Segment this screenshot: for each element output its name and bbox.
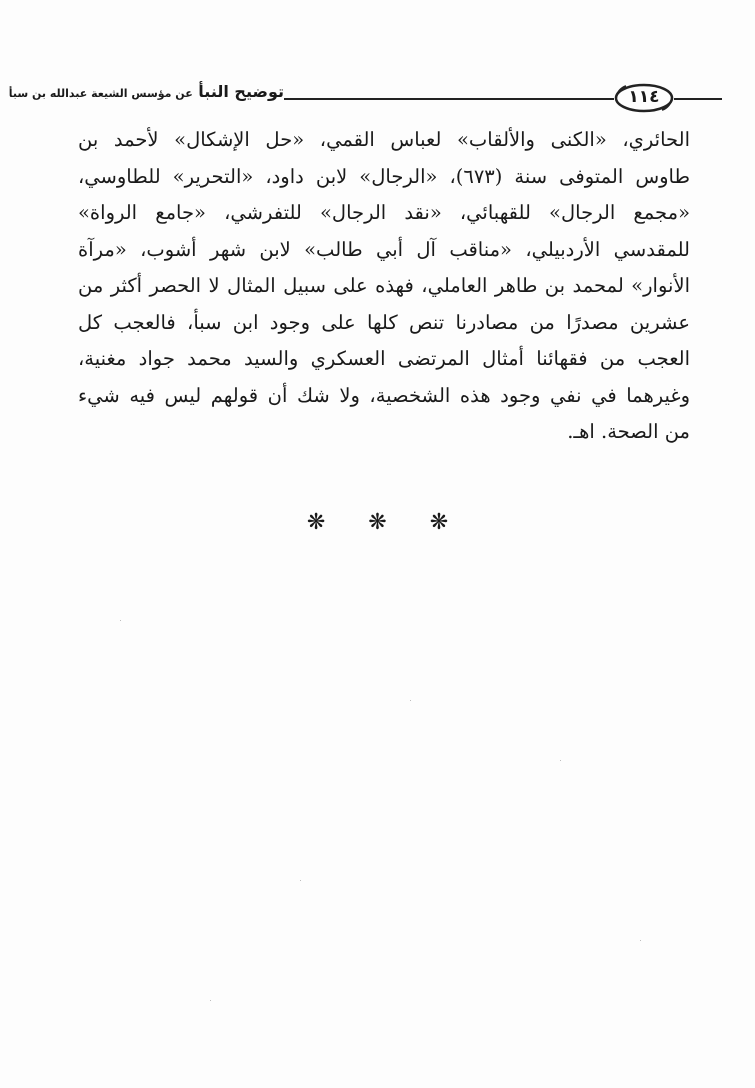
scan-speck <box>410 700 411 701</box>
page-header <box>8 78 724 118</box>
page-number-badge <box>612 81 676 113</box>
text-line: عشرين مصدرًا من مصادرنا تنص كلها على وجود ابن سبأ، فالعجب كل <box>78 310 690 334</box>
scan-speck <box>640 940 641 941</box>
text-line: الأنوار» لمحمد بن طاهر العاملي، فهذه على سبيل المثال لا الحصر أكثر من <box>78 274 690 297</box>
running-title-sub: عن مؤسس الشيعة عبدالله بن سبأ <box>8 87 193 100</box>
header-rule-left <box>284 98 614 100</box>
scan-speck <box>210 1000 211 1001</box>
text-line: العجب من فقهائنا أمثال المرتضى العسكري والسيد محمد جواد مغنية، <box>78 347 690 370</box>
running-title <box>8 82 284 101</box>
scan-speck <box>120 620 121 621</box>
text-line: وغيرهما في نفي وجود هذه الشخصية، ولا شك أن قولهم ليس فيه شيء <box>78 383 690 407</box>
section-separator: ❋ ❋ ❋ <box>306 510 467 535</box>
text-line: «مجمع الرجال» للقهبائي، «نقد الرجال» للتفرشي، «جامع الرواة» <box>78 201 690 224</box>
text-line: طاوس المتوفى سنة (٦٧٣)، «الرجال» لابن داود، «التحرير» للطاوسي، <box>78 164 690 188</box>
running-title-main: توضيح النبأ <box>198 82 284 101</box>
scan-speck <box>560 760 561 761</box>
scan-speck <box>300 880 301 881</box>
text-line: الحائري، «الكنى والألقاب» لعباس القمي، «حل الإشكال» لأحمد بن <box>78 128 690 151</box>
header-rule-right <box>674 98 722 100</box>
text-line: للمقدسي الأردبيلي، «مناقب آل أبي طالب» لابن شهر أشوب، «مرآة <box>78 237 690 261</box>
body-text <box>78 122 690 451</box>
text-line: من الصحة. اهـ. <box>567 420 690 443</box>
page-number: ١١٤ <box>628 87 660 107</box>
